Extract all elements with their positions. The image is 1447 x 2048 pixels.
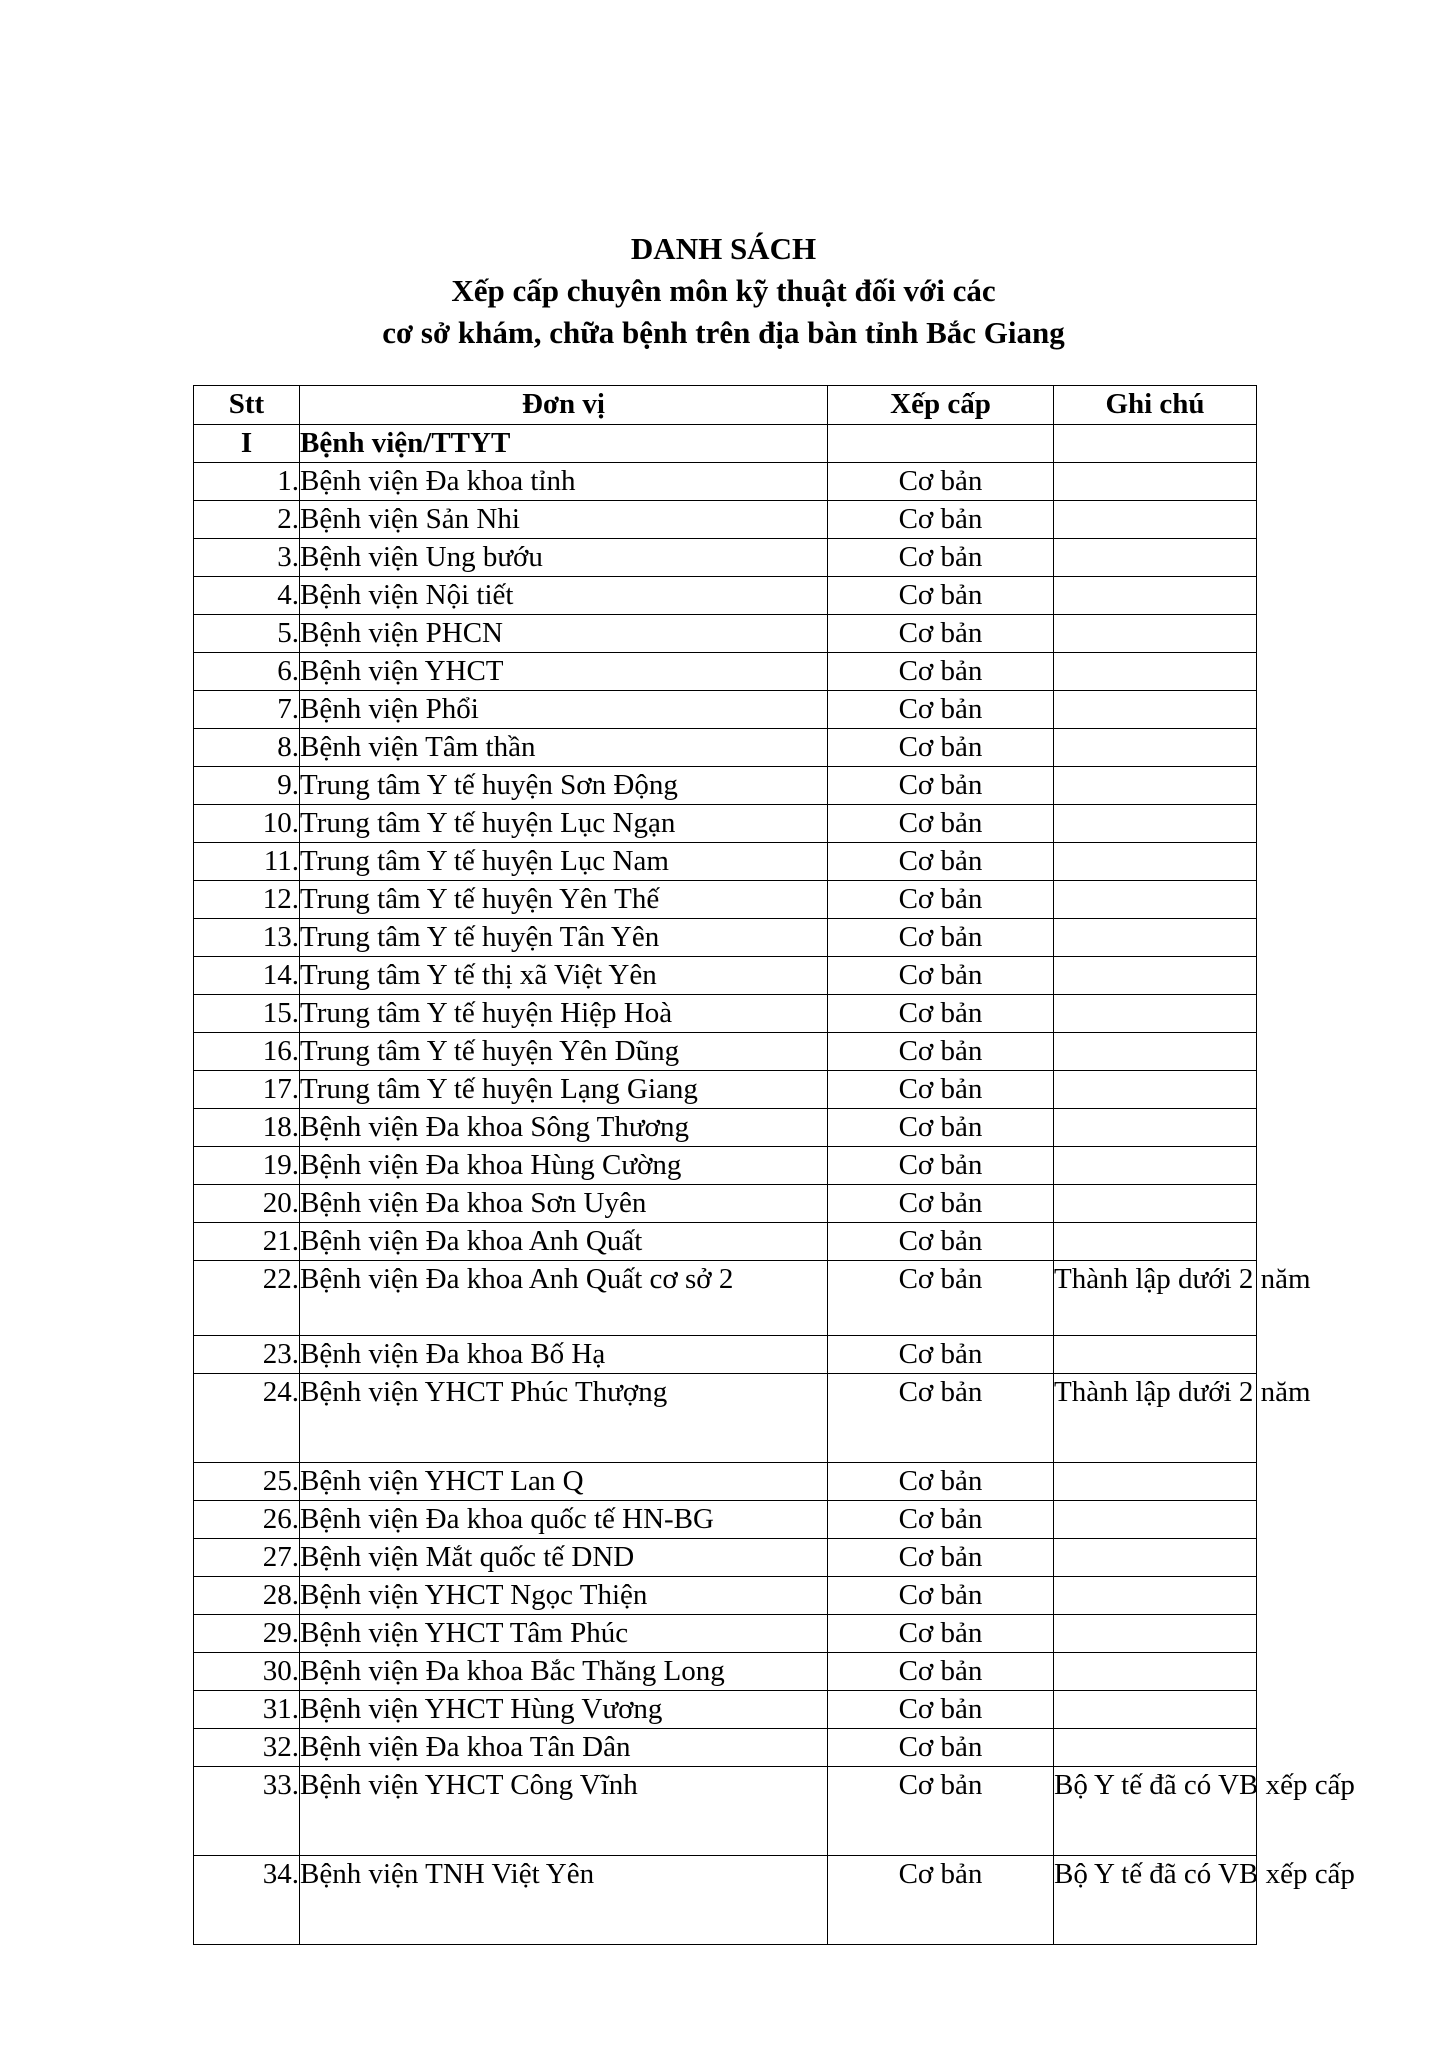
table-row bbox=[194, 843, 1257, 881]
row-unit-name: Bệnh viện PHCN bbox=[300, 615, 828, 653]
row-unit-name: Bệnh viện Mắt quốc tế DND bbox=[300, 1539, 828, 1577]
table-row bbox=[194, 463, 1257, 501]
table-row bbox=[194, 1539, 1257, 1577]
row-stt: 5. bbox=[194, 615, 300, 653]
row-note bbox=[1054, 539, 1257, 577]
row-stt: 28. bbox=[194, 1577, 300, 1615]
row-rank: Cơ bản bbox=[828, 1185, 1054, 1223]
facility-ranking-table bbox=[193, 385, 1355, 1945]
row-unit-name: Bệnh viện Tâm thần bbox=[300, 729, 828, 767]
row-note bbox=[1054, 1501, 1257, 1539]
row-rank: Cơ bản bbox=[828, 1374, 1054, 1463]
row-stt: 12. bbox=[194, 881, 300, 919]
row-stt: 13. bbox=[194, 919, 300, 957]
row-stt: 33. bbox=[194, 1767, 300, 1856]
table-row bbox=[194, 729, 1257, 767]
table-row bbox=[194, 1691, 1257, 1729]
row-note bbox=[1054, 1615, 1257, 1653]
row-stt: 10. bbox=[194, 805, 300, 843]
row-stt: 25. bbox=[194, 1463, 300, 1501]
row-rank: Cơ bản bbox=[828, 653, 1054, 691]
table-row bbox=[194, 653, 1257, 691]
row-stt: 14. bbox=[194, 957, 300, 995]
table-row bbox=[194, 691, 1257, 729]
row-stt: 4. bbox=[194, 577, 300, 615]
row-unit-name: Trung tâm Y tế huyện Lạng Giang bbox=[300, 1071, 828, 1109]
row-note bbox=[1054, 1071, 1257, 1109]
row-rank: Cơ bản bbox=[828, 463, 1054, 501]
row-unit-name: Bệnh viện Đa khoa Hùng Cường bbox=[300, 1147, 828, 1185]
row-rank: Cơ bản bbox=[828, 1729, 1054, 1767]
row-rank: Cơ bản bbox=[828, 1033, 1054, 1071]
header-stt: Stt bbox=[194, 386, 300, 425]
row-note bbox=[1054, 577, 1257, 615]
document-title bbox=[0, 228, 1447, 354]
row-rank: Cơ bản bbox=[828, 1463, 1054, 1501]
table-header-row bbox=[194, 386, 1257, 425]
row-unit-name: Bệnh viện YHCT Lan Q bbox=[300, 1463, 828, 1501]
header-note: Ghi chú bbox=[1054, 386, 1257, 425]
row-rank: Cơ bản bbox=[828, 767, 1054, 805]
row-stt: 24. bbox=[194, 1374, 300, 1463]
row-unit-name: Trung tâm Y tế huyện Lục Nam bbox=[300, 843, 828, 881]
row-stt: 1. bbox=[194, 463, 300, 501]
row-note bbox=[1054, 1539, 1257, 1577]
row-stt: 18. bbox=[194, 1109, 300, 1147]
row-note bbox=[1054, 805, 1257, 843]
row-rank: Cơ bản bbox=[828, 957, 1054, 995]
row-unit-name: Bệnh viện Đa khoa Bắc Thăng Long bbox=[300, 1653, 828, 1691]
row-unit-name: Bệnh viện TNH Việt Yên bbox=[300, 1856, 828, 1945]
table-row bbox=[194, 1109, 1257, 1147]
row-unit-name: Bệnh viện YHCT Tâm Phúc bbox=[300, 1615, 828, 1653]
table-row bbox=[194, 1856, 1257, 1945]
row-note bbox=[1054, 1185, 1257, 1223]
row-note bbox=[1054, 691, 1257, 729]
section-note bbox=[1054, 425, 1257, 463]
row-rank: Cơ bản bbox=[828, 1856, 1054, 1945]
table-row bbox=[194, 767, 1257, 805]
row-stt: 26. bbox=[194, 1501, 300, 1539]
row-rank: Cơ bản bbox=[828, 577, 1054, 615]
row-stt: 22. bbox=[194, 1261, 300, 1336]
row-stt: 11. bbox=[194, 843, 300, 881]
row-note bbox=[1054, 957, 1257, 995]
row-note bbox=[1054, 1577, 1257, 1615]
table-row bbox=[194, 995, 1257, 1033]
table-row bbox=[194, 881, 1257, 919]
row-rank: Cơ bản bbox=[828, 1261, 1054, 1336]
table-row bbox=[194, 1501, 1257, 1539]
table-row bbox=[194, 539, 1257, 577]
row-rank: Cơ bản bbox=[828, 1336, 1054, 1374]
row-rank: Cơ bản bbox=[828, 1071, 1054, 1109]
row-note: Thành lập dưới 2 năm bbox=[1054, 1374, 1257, 1463]
row-unit-name: Bệnh viện YHCT Công Vĩnh bbox=[300, 1767, 828, 1856]
row-stt: 8. bbox=[194, 729, 300, 767]
row-unit-name: Bệnh viện Đa khoa quốc tế HN-BG bbox=[300, 1501, 828, 1539]
row-note bbox=[1054, 1463, 1257, 1501]
table-row bbox=[194, 1033, 1257, 1071]
section-rank bbox=[828, 425, 1054, 463]
table-row bbox=[194, 1374, 1257, 1463]
row-note: Bộ Y tế đã có VB xếp cấp bbox=[1054, 1767, 1257, 1856]
row-stt: 34. bbox=[194, 1856, 300, 1945]
row-rank: Cơ bản bbox=[828, 1501, 1054, 1539]
row-note bbox=[1054, 919, 1257, 957]
table-row bbox=[194, 1767, 1257, 1856]
row-note bbox=[1054, 1653, 1257, 1691]
section-row bbox=[194, 425, 1257, 463]
row-unit-name: Bệnh viện YHCT Phúc Thượng bbox=[300, 1374, 828, 1463]
row-stt: 29. bbox=[194, 1615, 300, 1653]
row-rank: Cơ bản bbox=[828, 805, 1054, 843]
table-row bbox=[194, 577, 1257, 615]
row-stt: 23. bbox=[194, 1336, 300, 1374]
row-unit-name: Bệnh viện YHCT bbox=[300, 653, 828, 691]
table-row bbox=[194, 957, 1257, 995]
row-rank: Cơ bản bbox=[828, 1653, 1054, 1691]
row-unit-name: Bệnh viện Sản Nhi bbox=[300, 501, 828, 539]
row-note bbox=[1054, 1729, 1257, 1767]
row-stt: 7. bbox=[194, 691, 300, 729]
row-stt: 2. bbox=[194, 501, 300, 539]
row-stt: 19. bbox=[194, 1147, 300, 1185]
row-note bbox=[1054, 767, 1257, 805]
row-stt: 16. bbox=[194, 1033, 300, 1071]
row-unit-name: Trung tâm Y tế huyện Sơn Động bbox=[300, 767, 828, 805]
section-stt: I bbox=[194, 425, 300, 463]
row-rank: Cơ bản bbox=[828, 539, 1054, 577]
row-stt: 30. bbox=[194, 1653, 300, 1691]
table-row bbox=[194, 1185, 1257, 1223]
row-stt: 32. bbox=[194, 1729, 300, 1767]
section-name: Bệnh viện/TTYT bbox=[300, 425, 828, 463]
row-unit-name: Bệnh viện Phổi bbox=[300, 691, 828, 729]
row-unit-name: Bệnh viện Nội tiết bbox=[300, 577, 828, 615]
row-rank: Cơ bản bbox=[828, 1691, 1054, 1729]
row-rank: Cơ bản bbox=[828, 1539, 1054, 1577]
row-stt: 20. bbox=[194, 1185, 300, 1223]
row-rank: Cơ bản bbox=[828, 1223, 1054, 1261]
table-row bbox=[194, 615, 1257, 653]
row-unit-name: Bệnh viện Ung bướu bbox=[300, 539, 828, 577]
row-note bbox=[1054, 881, 1257, 919]
table-row bbox=[194, 1261, 1257, 1336]
table-row bbox=[194, 1147, 1257, 1185]
table-row bbox=[194, 1071, 1257, 1109]
row-note bbox=[1054, 501, 1257, 539]
table-row bbox=[194, 1729, 1257, 1767]
table-row bbox=[194, 1463, 1257, 1501]
row-note: Thành lập dưới 2 năm bbox=[1054, 1261, 1257, 1336]
row-unit-name: Bệnh viện Đa khoa Anh Quất cơ sở 2 bbox=[300, 1261, 828, 1336]
title-line-3: cơ sở khám, chữa bệnh trên địa bàn tỉnh Bắc Giang bbox=[382, 315, 1065, 350]
table-row bbox=[194, 1577, 1257, 1615]
table-row bbox=[194, 1223, 1257, 1261]
row-unit-name: Bệnh viện Đa khoa Sơn Uyên bbox=[300, 1185, 828, 1223]
row-note bbox=[1054, 463, 1257, 501]
title-line-1: DANH SÁCH bbox=[630, 231, 817, 266]
row-note bbox=[1054, 1223, 1257, 1261]
row-unit-name: Bệnh viện YHCT Hùng Vương bbox=[300, 1691, 828, 1729]
header-unit: Đơn vị bbox=[300, 386, 828, 425]
table-row bbox=[194, 919, 1257, 957]
row-unit-name: Trung tâm Y tế huyện Yên Thế bbox=[300, 881, 828, 919]
row-stt: 6. bbox=[194, 653, 300, 691]
row-rank: Cơ bản bbox=[828, 919, 1054, 957]
row-rank: Cơ bản bbox=[828, 615, 1054, 653]
table-row bbox=[194, 1615, 1257, 1653]
table-row bbox=[194, 501, 1257, 539]
row-rank: Cơ bản bbox=[828, 1767, 1054, 1856]
row-note: Bộ Y tế đã có VB xếp cấp bbox=[1054, 1856, 1257, 1945]
title-line-2: Xếp cấp chuyên môn kỹ thuật đối với các bbox=[451, 273, 996, 308]
row-unit-name: Trung tâm Y tế huyện Yên Dũng bbox=[300, 1033, 828, 1071]
row-unit-name: Bệnh viện Đa khoa Tân Dân bbox=[300, 1729, 828, 1767]
row-rank: Cơ bản bbox=[828, 1615, 1054, 1653]
row-unit-name: Trung tâm Y tế huyện Tân Yên bbox=[300, 919, 828, 957]
row-note bbox=[1054, 1147, 1257, 1185]
row-rank: Cơ bản bbox=[828, 881, 1054, 919]
row-note bbox=[1054, 1336, 1257, 1374]
row-unit-name: Trung tâm Y tế huyện Lục Ngạn bbox=[300, 805, 828, 843]
row-rank: Cơ bản bbox=[828, 501, 1054, 539]
row-stt: 3. bbox=[194, 539, 300, 577]
row-stt: 31. bbox=[194, 1691, 300, 1729]
row-unit-name: Trung tâm Y tế thị xã Việt Yên bbox=[300, 957, 828, 995]
header-rank: Xếp cấp bbox=[828, 386, 1054, 425]
row-stt: 15. bbox=[194, 995, 300, 1033]
row-unit-name: Bệnh viện Đa khoa Anh Quất bbox=[300, 1223, 828, 1261]
row-rank: Cơ bản bbox=[828, 691, 1054, 729]
row-note bbox=[1054, 615, 1257, 653]
row-unit-name: Bệnh viện Đa khoa Sông Thương bbox=[300, 1109, 828, 1147]
row-unit-name: Bệnh viện YHCT Ngọc Thiện bbox=[300, 1577, 828, 1615]
row-note bbox=[1054, 653, 1257, 691]
row-unit-name: Trung tâm Y tế huyện Hiệp Hoà bbox=[300, 995, 828, 1033]
row-note bbox=[1054, 729, 1257, 767]
row-stt: 21. bbox=[194, 1223, 300, 1261]
row-note bbox=[1054, 843, 1257, 881]
row-unit-name: Bệnh viện Đa khoa Bố Hạ bbox=[300, 1336, 828, 1374]
table-row bbox=[194, 805, 1257, 843]
row-stt: 27. bbox=[194, 1539, 300, 1577]
row-rank: Cơ bản bbox=[828, 1109, 1054, 1147]
row-stt: 17. bbox=[194, 1071, 300, 1109]
row-unit-name: Bệnh viện Đa khoa tỉnh bbox=[300, 463, 828, 501]
row-rank: Cơ bản bbox=[828, 729, 1054, 767]
table-row bbox=[194, 1653, 1257, 1691]
row-note bbox=[1054, 1691, 1257, 1729]
row-note bbox=[1054, 1033, 1257, 1071]
row-rank: Cơ bản bbox=[828, 995, 1054, 1033]
row-stt: 9. bbox=[194, 767, 300, 805]
row-note bbox=[1054, 995, 1257, 1033]
row-rank: Cơ bản bbox=[828, 1147, 1054, 1185]
table-row bbox=[194, 1336, 1257, 1374]
row-rank: Cơ bản bbox=[828, 1577, 1054, 1615]
row-rank: Cơ bản bbox=[828, 843, 1054, 881]
row-note bbox=[1054, 1109, 1257, 1147]
